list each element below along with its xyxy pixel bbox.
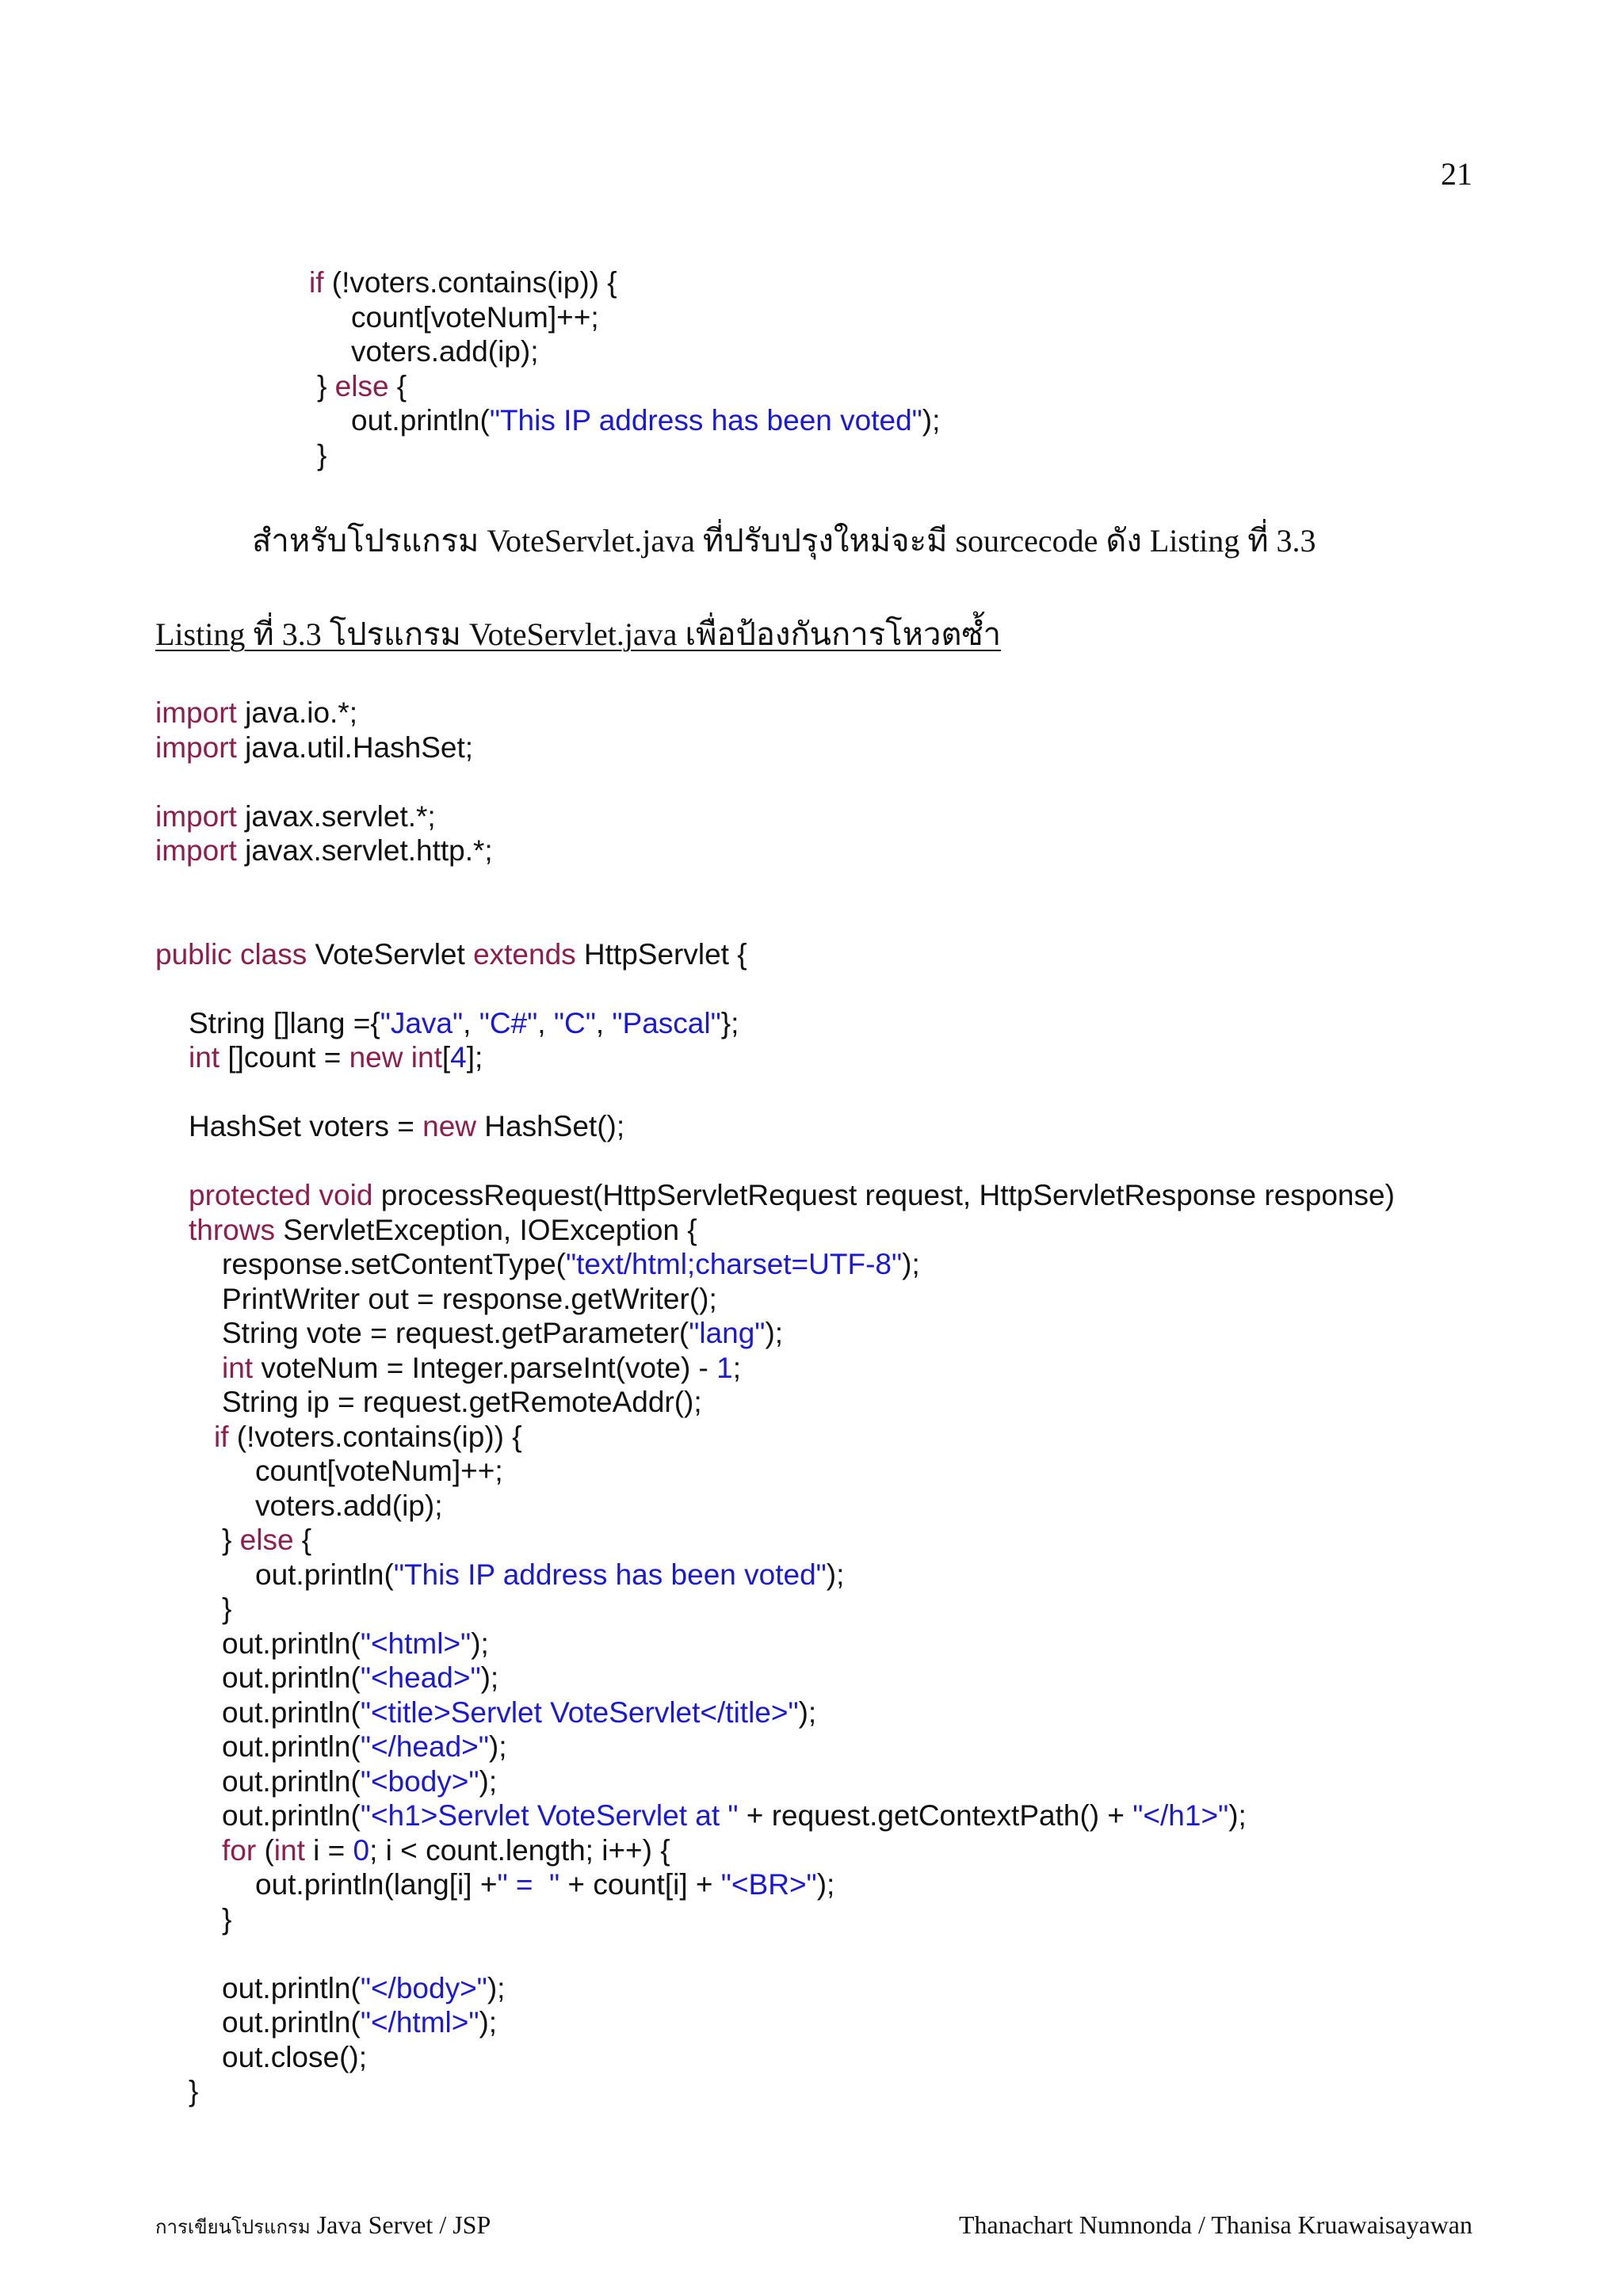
code-text: i = (304, 1833, 353, 1867)
code-text: } (189, 2075, 199, 2107)
code-line (0, 1558, 1395, 1592)
code-keyword: if (214, 1420, 229, 1453)
code-text: ); (1228, 1799, 1247, 1832)
code-line (0, 1902, 1395, 1937)
code-line (0, 1006, 1395, 1041)
code-text: } (317, 369, 335, 402)
code-text: javax.servlet.*; (236, 799, 436, 833)
code-line (0, 1144, 1395, 1179)
code-string: "lang" (689, 1317, 766, 1349)
code-listing (0, 696, 1395, 2109)
code-text: ); (798, 1695, 817, 1729)
code-text: out.println( (222, 1627, 361, 1660)
code-text: out.println( (222, 1730, 361, 1763)
code-keyword: import (155, 799, 237, 833)
code-text: String vote = request.getParameter( (222, 1317, 689, 1349)
code-text: , (595, 1006, 613, 1039)
code-string: "<body>" (360, 1764, 479, 1798)
code-text: javax.servlet.http.*; (236, 834, 493, 867)
code-string: 4 (450, 1041, 467, 1074)
code-text: out.println( (222, 1799, 361, 1832)
code-text: out.println( (255, 1558, 394, 1591)
code-keyword: new (422, 1110, 477, 1142)
code-text: voters.add(ip); (351, 335, 539, 368)
listing-title: Listing ที่ 3.3 โปรแกรม VoteServlet.java เพื่อป้องกันการโหวตซ้ำ (155, 616, 1002, 652)
code-keyword: public class (155, 937, 307, 971)
code-text: out.println( (222, 2006, 361, 2039)
code-line (0, 1109, 1395, 1144)
code-string: "</html>" (360, 2006, 479, 2039)
code-string: "text/html;charset=UTF-8" (565, 1248, 903, 1280)
code-line (0, 765, 1395, 799)
code-keyword: import (155, 696, 237, 729)
code-text: ); (479, 2006, 498, 2039)
code-line (0, 2005, 1395, 2040)
code-text: } (222, 1902, 232, 1936)
code-string: "</head>" (360, 1730, 489, 1763)
code-keyword: throws (189, 1213, 275, 1246)
code-string: "This IP address has been voted" (393, 1558, 827, 1591)
code-keyword: else (239, 1524, 294, 1556)
code-string: "<html>" (360, 1627, 472, 1660)
code-text: response.setContentType( (222, 1248, 566, 1280)
code-line (0, 696, 1395, 730)
code-text: } (222, 1592, 232, 1625)
code-text: out.close(); (222, 2040, 368, 2073)
code-text: out.println( (222, 1971, 361, 2004)
code-text: ( (256, 1833, 274, 1867)
code-line (0, 868, 1395, 903)
code-line (0, 1282, 1395, 1317)
code-line (0, 1454, 1395, 1489)
code-text: [ (441, 1041, 451, 1074)
code-text: (!voters.contains(ip)) { (323, 266, 617, 299)
code-snippet-top (0, 265, 940, 472)
code-text: ); (765, 1317, 784, 1349)
code-string: "C" (553, 1006, 596, 1039)
code-line (0, 2040, 1395, 2075)
code-line (0, 334, 940, 369)
code-line (0, 300, 940, 335)
code-text: ); (487, 1971, 506, 2004)
code-string: "This IP address has been voted" (489, 404, 922, 437)
code-line (0, 1764, 1395, 1799)
code-string: "Pascal" (612, 1006, 721, 1039)
code-string: 1 (716, 1351, 733, 1384)
code-text: , (537, 1006, 554, 1039)
code-keyword: new int (349, 1041, 442, 1074)
code-string: "<head>" (360, 1661, 481, 1694)
code-text: ); (922, 404, 941, 437)
footer-authors: Thanachart Numnonda / Thanisa Kruawaisayawan (958, 2210, 1472, 2239)
code-keyword: else (334, 369, 389, 402)
code-line (0, 2074, 1395, 2109)
code-text: (!voters.contains(ip)) { (228, 1420, 522, 1453)
footer-left (155, 2210, 491, 2242)
code-text: voteNum = Integer.parseInt(vote) - (253, 1351, 717, 1384)
footer-left-title: Java Servet / JSP (310, 2210, 491, 2239)
body-paragraph: สำหรับโปรแกรม VoteServlet.java ที่ปรับปรุงใหม่จะมี sourcecode ดัง Listing ที่ 3.3 (252, 523, 1316, 559)
code-keyword: int (189, 1041, 220, 1074)
code-line (0, 1833, 1395, 1868)
code-line (0, 799, 1395, 834)
code-line (0, 265, 940, 300)
code-keyword: import (155, 730, 237, 764)
code-line (0, 1247, 1395, 1282)
code-line (0, 902, 1395, 937)
code-line (0, 1627, 1395, 1661)
code-text: ); (480, 1661, 499, 1694)
code-text: processRequest(HttpServletRequest request, HttpServletResponse response) (372, 1179, 1395, 1211)
code-text: PrintWriter out = response.getWriter(); (222, 1282, 717, 1315)
code-keyword: for (222, 1833, 257, 1867)
code-keyword: if (309, 266, 324, 299)
code-line (0, 1351, 1395, 1386)
code-text: []count = (220, 1041, 349, 1074)
code-line (0, 833, 1395, 868)
code-line (0, 1178, 1395, 1213)
code-keyword: extends (473, 937, 576, 971)
code-text: ); (471, 1627, 489, 1660)
code-line (0, 1592, 1395, 1627)
code-text: { (388, 369, 407, 402)
code-text: HashSet(); (476, 1110, 625, 1142)
code-line (0, 1213, 1395, 1248)
code-text: ; i < count.length; i++) { (369, 1833, 670, 1867)
code-line (0, 971, 1395, 1006)
code-string: "<h1>Servlet VoteServlet at " (360, 1799, 739, 1832)
code-line (0, 1075, 1395, 1110)
code-text: out.println( (222, 1661, 361, 1694)
code-line (0, 1971, 1395, 2006)
code-text: } (222, 1524, 240, 1556)
code-line (0, 1316, 1395, 1351)
code-text: out.println(lang[i] + (255, 1868, 498, 1901)
code-line (0, 438, 940, 473)
code-line (0, 403, 940, 438)
code-line (0, 1661, 1395, 1695)
code-line (0, 1695, 1395, 1730)
code-text: out.println( (351, 404, 490, 437)
code-text: ); (902, 1248, 920, 1280)
code-keyword: import (155, 834, 237, 867)
code-line (0, 1489, 1395, 1524)
page-number: 21 (1441, 156, 1472, 192)
code-text: count[voteNum]++; (351, 300, 599, 334)
code-text: ]; (466, 1041, 483, 1074)
code-text: ServletException, IOException { (274, 1213, 697, 1246)
code-line (0, 1040, 1395, 1075)
code-text: ); (488, 1730, 507, 1763)
code-text: VoteServlet (307, 937, 474, 971)
code-string: "<title>Servlet VoteServlet</title>" (360, 1695, 799, 1729)
code-text: HttpServlet { (575, 937, 747, 971)
code-text: out.println( (222, 1764, 361, 1798)
code-line (0, 1936, 1395, 1971)
code-text: out.println( (222, 1695, 361, 1729)
code-text: ; (732, 1351, 742, 1384)
code-text: java.util.HashSet; (236, 730, 474, 764)
code-text: }; (720, 1006, 739, 1039)
code-text: java.io.*; (236, 696, 358, 729)
code-text: voters.add(ip); (255, 1489, 443, 1522)
code-line (0, 937, 1395, 972)
code-string: " = " (497, 1868, 560, 1901)
code-string: "C#" (479, 1006, 538, 1039)
code-line (0, 1798, 1395, 1833)
code-string: "Java" (380, 1006, 464, 1039)
code-line (0, 1420, 1395, 1455)
code-text: , (463, 1006, 479, 1039)
code-text: { (293, 1524, 312, 1556)
code-line (0, 730, 1395, 765)
code-text: ); (826, 1558, 845, 1591)
code-text: + request.getContextPath() + (738, 1799, 1133, 1832)
code-line (0, 1730, 1395, 1764)
code-text: String []lang ={ (189, 1006, 380, 1039)
code-text: String ip = request.getRemoteAddr(); (222, 1386, 702, 1418)
footer-left-thai: การเขียนโปรแกรม (155, 2218, 311, 2238)
code-string: "</h1>" (1132, 1799, 1229, 1832)
code-keyword: int (222, 1351, 254, 1384)
code-keyword: int (273, 1833, 305, 1867)
code-text: } (317, 438, 327, 471)
code-string: 0 (353, 1833, 370, 1867)
code-text: HashSet voters = (189, 1110, 423, 1142)
code-line (0, 1385, 1395, 1420)
code-line (0, 1523, 1395, 1558)
code-text: ); (816, 1868, 835, 1901)
code-line (0, 1867, 1395, 1902)
code-line (0, 369, 940, 404)
code-text: + count[i] + (559, 1868, 721, 1901)
code-text: ); (479, 1764, 498, 1798)
code-keyword: protected void (189, 1179, 373, 1211)
code-text: count[voteNum]++; (255, 1455, 503, 1487)
code-string: "</body>" (360, 1971, 487, 2004)
code-string: "<BR>" (720, 1868, 817, 1901)
